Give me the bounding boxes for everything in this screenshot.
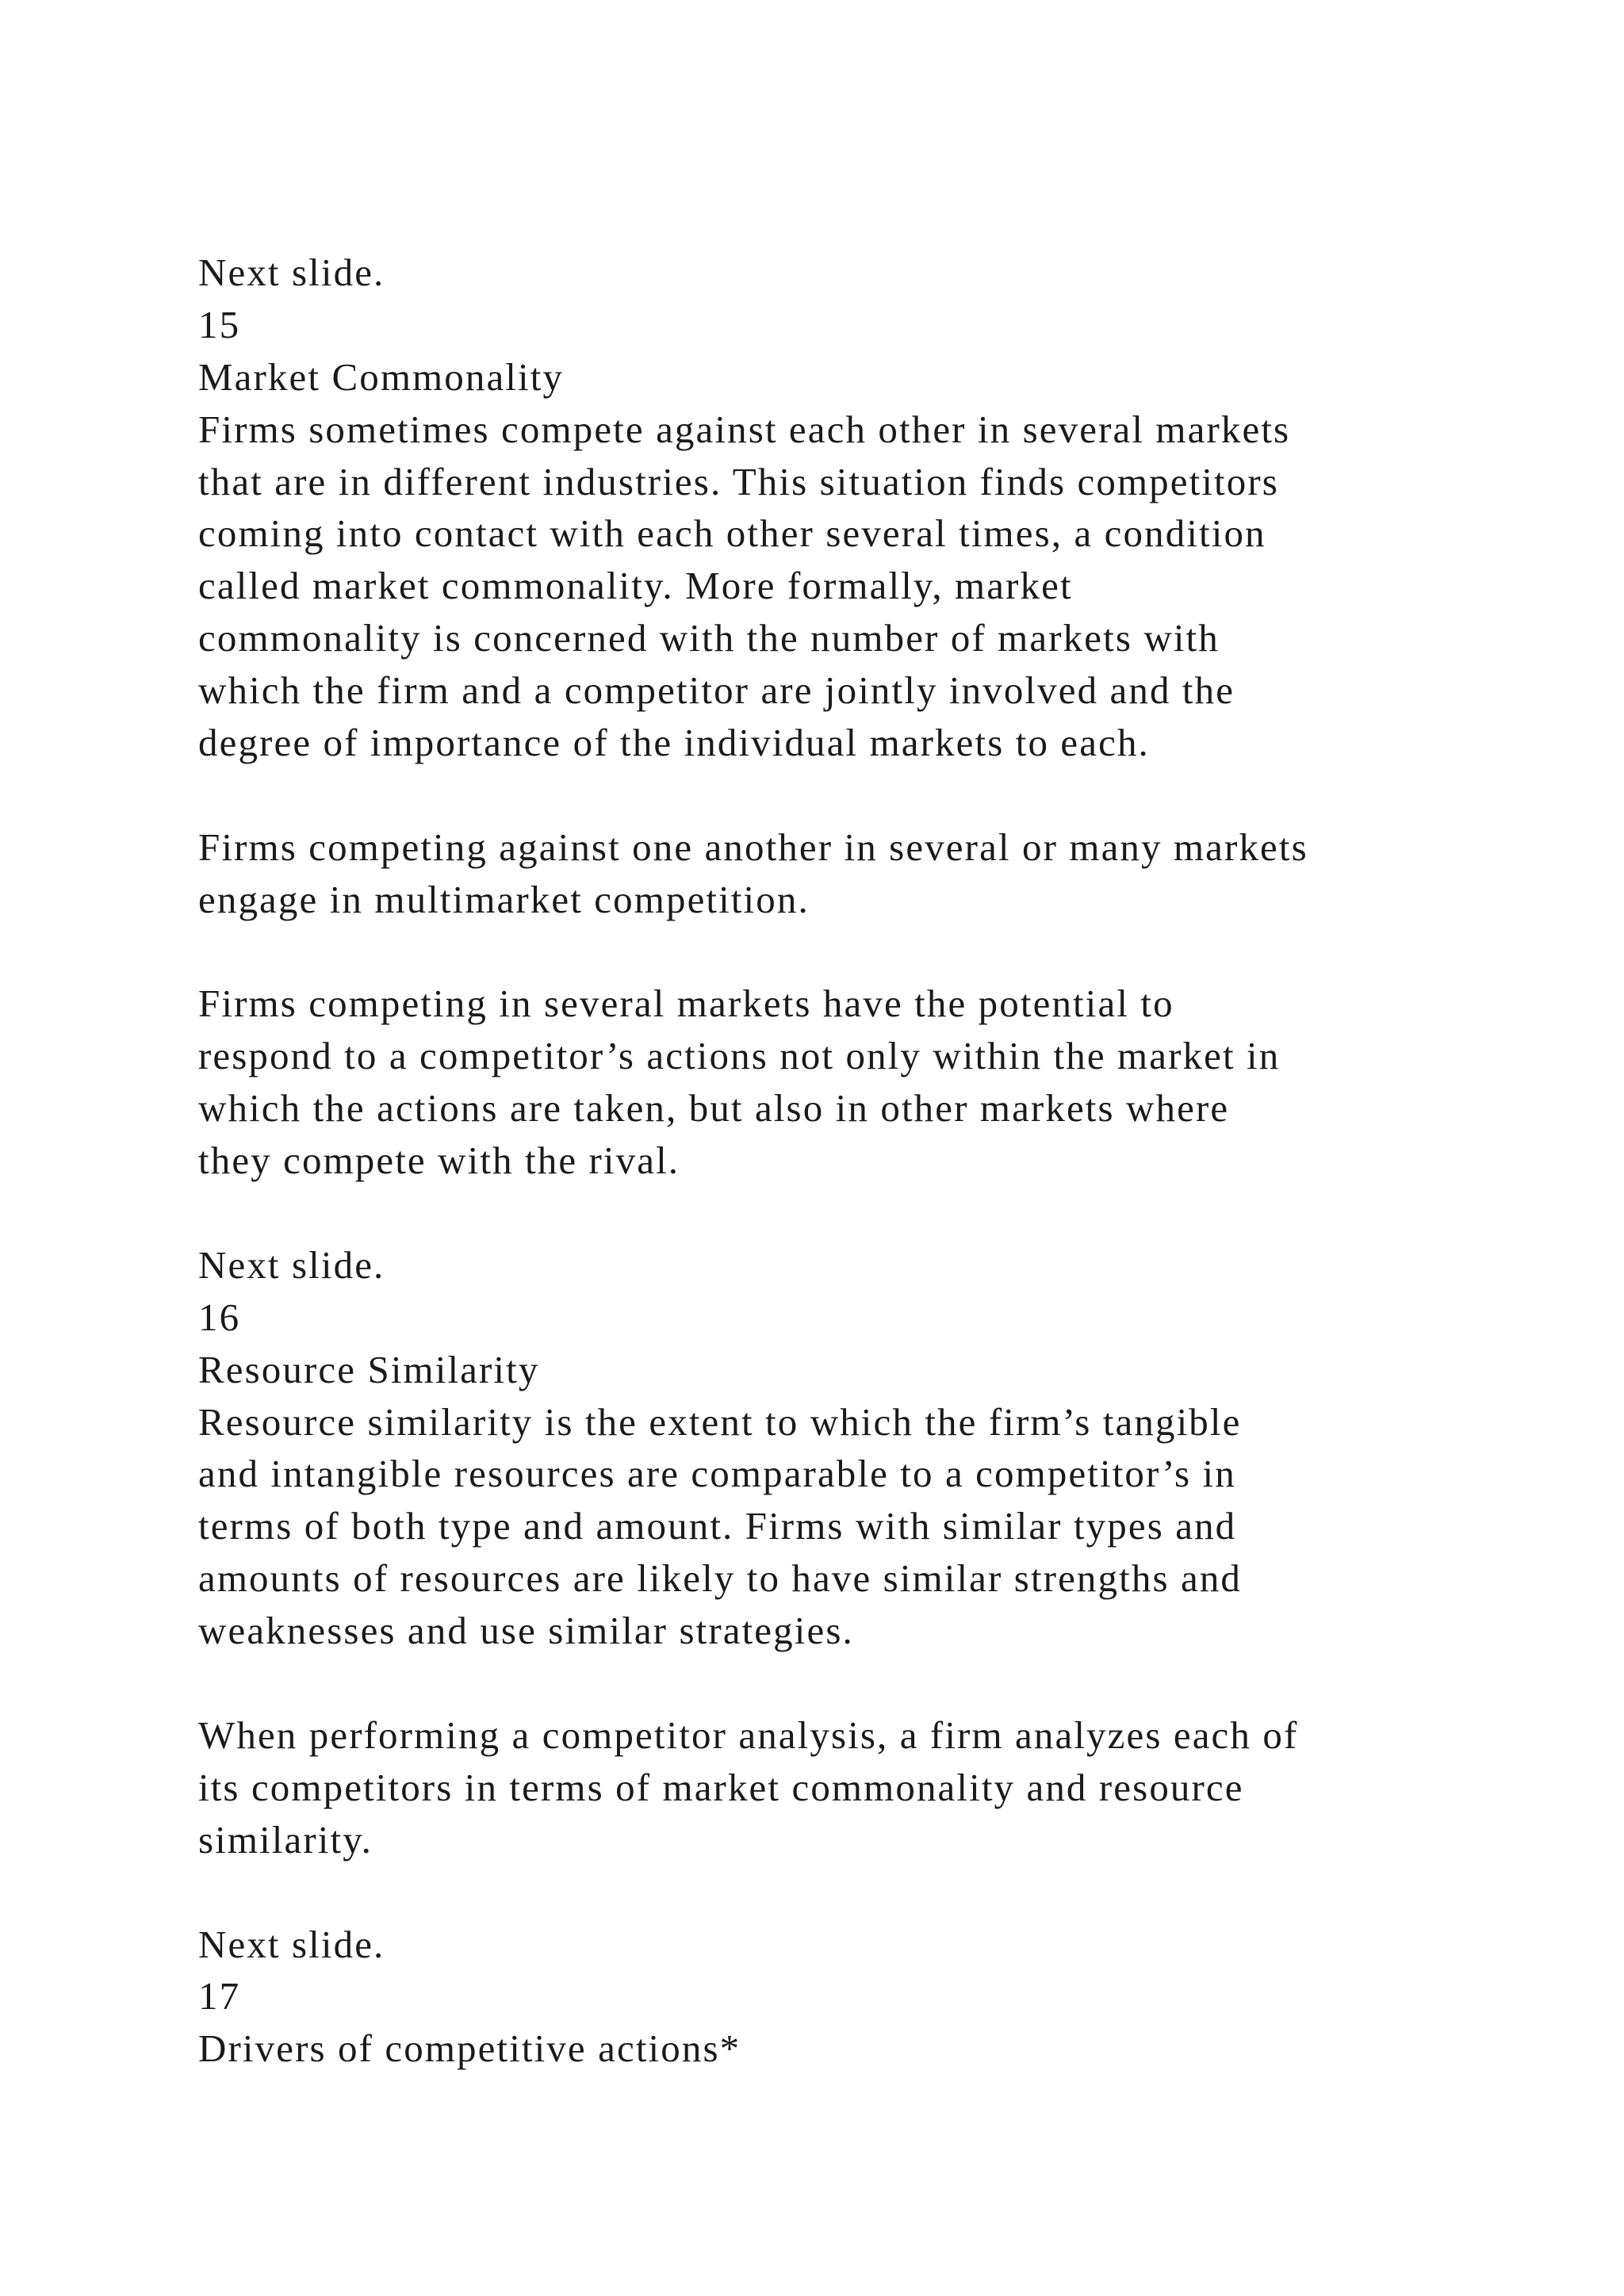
blank-line (198, 926, 1562, 978)
slide-number: 17 (198, 1974, 241, 2019)
slide-number: 16 (198, 1295, 241, 1339)
text-line: terms of both type and amount. Firms with similar types and (198, 1504, 1237, 1548)
text-line: Next slide. (198, 1922, 385, 1966)
text-line: called market commonality. More formally, market (198, 564, 1073, 608)
text-line: Next slide. (198, 251, 385, 294)
text-line: amounts of resources are likely to have similar strengths and (198, 1556, 1243, 1601)
blank-line (198, 769, 1562, 821)
text-line: which the firm and a competitor are jointly involved and the (198, 668, 1235, 713)
blank-line (198, 1187, 1562, 1239)
text-line: engage in multimarket competition. (198, 877, 810, 921)
text-line: respond to a competitor’s actions not only within the market in (198, 1034, 1281, 1078)
text-line: Next slide. (198, 1242, 385, 1287)
text-line: weaknesses and use similar strategies. (198, 1609, 854, 1653)
document-body (198, 247, 1562, 2075)
text-line: Firms competing against one another in several or many markets (198, 825, 1308, 869)
blank-line (198, 1866, 1562, 1919)
text-line: its competitors in terms of market commonality and resource (198, 1765, 1244, 1809)
text-line: which the actions are taken, but also in other markets where (198, 1086, 1230, 1131)
text-line: commonality is concerned with the number of markets with (198, 616, 1220, 660)
text-line: Resource similarity is the extent to which the firm’s tangible (198, 1399, 1242, 1444)
section-heading: Drivers of competitive actions* (198, 2026, 741, 2071)
section-heading: Resource Similarity (198, 1347, 540, 1391)
text-line: similarity. (198, 1817, 373, 1862)
blank-line (198, 1657, 1562, 1709)
text-line: Firms sometimes compete against each other in several markets (198, 407, 1291, 451)
text-line: When performing a competitor analysis, a firm analyzes each of (198, 1712, 1299, 1757)
text-line: degree of importance of the individual markets to each. (198, 721, 1150, 765)
text-line: that are in different industries. This situation finds competitors (198, 459, 1279, 503)
slide-number: 15 (198, 302, 241, 346)
text-line: coming into contact with each other several times, a condition (198, 511, 1266, 556)
text-line: Firms competing in several markets have the potential to (198, 982, 1174, 1026)
section-heading: Market Commonality (198, 354, 565, 399)
text-line: and intangible resources are comparable to a competitor’s in (198, 1452, 1236, 1496)
text-line: they compete with the rival. (198, 1138, 680, 1183)
